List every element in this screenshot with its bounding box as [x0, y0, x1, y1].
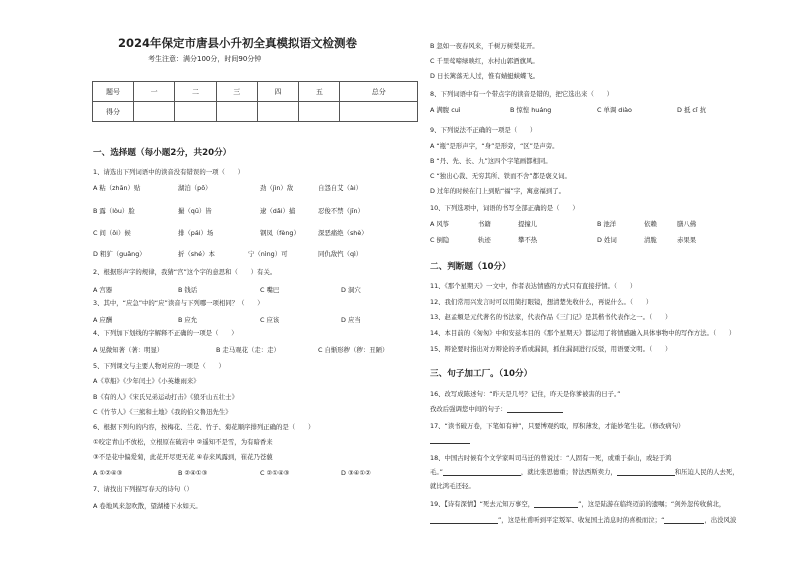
q8-option-a[interactable]: A 满腹 cuì: [430, 106, 461, 114]
q2-option-c[interactable]: C 嘴巴: [260, 286, 280, 294]
score-table-score-row: [93, 102, 418, 122]
q9-option-d[interactable]: D 过年的时候在门上到贴“福”字，寓意福到了。: [430, 187, 565, 195]
q10-option-b[interactable]: B 池洋: [597, 220, 617, 228]
q6-option-d[interactable]: D ③④①②: [341, 469, 371, 477]
q1-option-b-word: 逮（dǎi）捕: [260, 207, 296, 215]
q1-option-c-word: 深恶痛绝（shè）: [318, 229, 368, 237]
q6-poem-line: ①咬定青山不放松，立根原在破岩中 ②遥知不是雪，为有暗香来: [93, 438, 273, 446]
q1-option-d-word: 宁（nìng）可: [248, 250, 288, 258]
q1-option-c[interactable]: C 间（ǒi）候: [93, 229, 131, 237]
q18-text: 和压迫人民的人去死，: [674, 468, 739, 476]
score-header-cell: 五: [299, 82, 340, 102]
score-table: [92, 81, 418, 122]
section-3-title: 三、句子加工厂。（10分）: [430, 369, 533, 379]
q1-option-b-word: 撮（qū）皆: [178, 207, 212, 215]
q1-option-d-word: 折（shé）本: [178, 250, 215, 258]
q10-option-d[interactable]: D 姓词: [597, 236, 617, 244]
exam-note: 考生注意：满分100分，时间90分钟: [148, 55, 262, 63]
judge-item[interactable]: 15、辩论要时指出对方辩论的矛盾或漏洞，抓住漏洞进行反驳，用语要文明。（ ）: [430, 345, 672, 353]
q7-option-c[interactable]: C 千里莺啼绿映红，水村山郭酒旗风。: [430, 57, 539, 65]
score-header-cell: 题号: [93, 82, 134, 102]
q10-stem: 10、下列选项中，词语的书写全部正确的是（ ）: [430, 204, 579, 212]
q10-word: 书籍: [478, 220, 491, 228]
q18-text: ，就比张思德重；替法西斯卖力，: [520, 468, 617, 476]
q19-text: ”，这是杜甫听到平定叛军、收复国土消息时的喜极而泣；“: [498, 516, 665, 524]
q6-poem-line: ③不是花中偏爱菊，此花开尽更无花 ④春来风露到，崔花乃苍藐: [93, 453, 273, 461]
q10-option-a[interactable]: A 风筝: [430, 220, 450, 228]
q8-stem: 8、下列词语中有一个带点字的读音是错的，把它选出来（ ）: [430, 90, 614, 98]
section-2-title: 二、判断题（10分）: [430, 262, 511, 272]
section-1-title: 一、选择题（每小题2分，共20分）: [93, 148, 232, 158]
score-input-cell[interactable]: [340, 102, 418, 122]
q18-blank[interactable]: [617, 468, 675, 476]
q3-option-b[interactable]: B 应允: [178, 316, 198, 324]
q10-word: 提撞儿: [518, 220, 538, 228]
q2-stem: 2、根据形声字的规律，我猜“宫”这个字的意思和（ ）有关。: [93, 268, 277, 276]
q16-stem: 16、改写成陈述句：“昨天是几号？记住，昨天是你爹被害的日子。”: [430, 390, 621, 398]
q16-answer-line: [430, 405, 563, 413]
q1-option-c-word: 排（pái）场: [178, 229, 214, 237]
q5-option-a[interactable]: A《草船》《少年闰土》《小英雄雨来》: [93, 377, 200, 385]
q6-option-a[interactable]: A ①②④③: [93, 469, 123, 477]
judge-item[interactable]: 12、我们常用兴发言时可以用简打眼镜，想清楚先收什么，再说什么。（ ）: [430, 298, 653, 306]
q8-option-b[interactable]: B 惊惶 huáng: [510, 106, 552, 114]
score-header-cell: 二: [175, 82, 216, 102]
q1-option-b-word: 忍俊不禁（jīn）: [318, 207, 364, 215]
q7-stem: 7、请找出下列描写春天的诗句（）: [93, 485, 193, 493]
q1-option-d-word: 同仇敌忾（qì）: [318, 250, 363, 258]
q4-option-a[interactable]: A 见微知著（著：明显）: [93, 346, 164, 354]
q3-stem: 3、其中，“应急”中的“应”读音与下列哪一项相同？（ ）: [93, 299, 264, 307]
q19-line-2: [430, 516, 736, 524]
q10-word: 膳八佛: [677, 220, 697, 228]
q18-blank[interactable]: [443, 468, 521, 476]
q19-line-1: [430, 500, 725, 508]
score-input-cell[interactable]: [175, 102, 216, 122]
q10-word: 攀不热: [518, 236, 538, 244]
q5-stem: 5、下列课文与主要人物对应的一项是（ ）: [93, 362, 225, 370]
q17-stem: 17、“读书破万卷，下笔如有神”，只要博观约取，厚积薄发，才能妙笔生花。（修改病句）: [430, 422, 685, 430]
q10-word: 依赖: [644, 220, 657, 228]
q9-option-a[interactable]: A “瓶”是形声字，“身”是形旁，“区”是声旁。: [430, 142, 559, 150]
score-header-cell: 一: [134, 82, 175, 102]
q7-option-b[interactable]: B 忽如一夜春风来，千树万树梨花开。: [430, 42, 539, 50]
q8-option-d[interactable]: D 抵 cǐ 抗: [677, 106, 707, 114]
judge-item[interactable]: 13、赵孟頫是元代著名的书法家，代表作品《三门记》是其楷书代表作之一。（ ）: [430, 313, 672, 321]
q10-word: 清脆: [644, 236, 657, 244]
q4-stem: 4、下列加下划线的字解释不正确的一项是（ ）: [93, 329, 238, 337]
q19-text: ，出没风波: [704, 516, 737, 524]
q3-option-c[interactable]: C 应该: [260, 316, 280, 324]
score-row-label: 得分: [93, 102, 134, 122]
score-input-cell[interactable]: [216, 102, 257, 122]
q19-blank[interactable]: [534, 500, 578, 508]
q1-stem: 1、请选出下列词语中的读音没有错误的一项（ ）: [93, 168, 245, 176]
q1-option-c-word: 钢凤（fèng）: [260, 229, 300, 237]
q9-option-b[interactable]: B “丹、先、长、九”这四个字笔画都相同。: [430, 157, 552, 165]
q10-word: 赤果果: [677, 236, 697, 244]
judge-item[interactable]: 11、《那个星期天》一文中，作者表达情感的方式只有直接抒情。（ ）: [430, 282, 637, 290]
q5-option-c[interactable]: C《竹节人》《三熊和土地》《我的伯父鲁迅先生》: [93, 408, 232, 416]
q6-stem: 6、根据下列句的内容，按梅花、兰花、竹子、菊花顺序排列正确的是（ ）: [93, 423, 315, 431]
q1-option-a-word: 湖泊（pō）: [178, 184, 212, 192]
q2-option-b[interactable]: B 钱话: [178, 286, 198, 294]
q6-option-b[interactable]: B ②④①③: [178, 469, 208, 477]
q17-answer-blank[interactable]: [430, 436, 470, 444]
q18-text: 毛。”: [430, 468, 443, 476]
q1-option-a-word: 劲（jìn）敌: [260, 184, 294, 192]
q19-blank[interactable]: [664, 516, 704, 524]
q7-option-d[interactable]: D 日长篱落无人过，惟有蜻蜓蛱蝶飞。: [430, 72, 540, 80]
q7-option-a[interactable]: A 卷地风来忽吹散，望湖楼下水如天。: [93, 502, 202, 510]
q1-option-d[interactable]: D 粗犷（guǎng）: [93, 250, 146, 258]
q16-prompt: 孜改后强调您中间的句子：: [430, 405, 507, 413]
judge-item[interactable]: 14、本目前的《匆匆》中和安兹本目的《那个星期天》都运用了将情感融入具体事物中的写作方法。（ ）: [430, 329, 736, 337]
score-header-cell: 三: [216, 82, 257, 102]
score-input-cell[interactable]: [257, 102, 298, 122]
q1-option-a-word: 自怨自艾（ài）: [318, 184, 363, 192]
q18-tail: 就比鸿毛还轻。: [430, 482, 475, 490]
q9-stem: 9、下列说法不正确的一项是（ ）: [430, 126, 537, 134]
q1-option-b[interactable]: B 露（lòu）脸: [93, 207, 135, 215]
q10-word: 轨迹: [478, 236, 491, 244]
q4-option-c[interactable]: C 自惭形秽（秽：丑陋）: [318, 346, 389, 354]
q6-option-c[interactable]: C ②①④③: [260, 469, 290, 477]
q18-stem: 18、中国古时候有个文学家叫司马迁的曾说过：“人固有一死，或重于泰山，或轻于鸿: [430, 454, 672, 462]
q19-text: ”，这是陆游在临终迈前的遗嘱；“剑外忽传收蓟北，: [578, 500, 726, 508]
q2-option-a[interactable]: A 宫器: [93, 286, 113, 294]
q10-option-c[interactable]: C 倒隐: [430, 236, 450, 244]
q9-option-c[interactable]: C “独出心裁、无穷其所、铁而不舍”都是褒义词。: [430, 172, 571, 180]
q19-blank[interactable]: [430, 516, 498, 524]
q16-answer-blank[interactable]: [507, 405, 563, 413]
q8-option-c[interactable]: C 单调 diào: [597, 106, 632, 114]
score-table-header-row: [93, 82, 418, 102]
q4-option-b[interactable]: B 走马观花（走：走）: [216, 346, 280, 354]
exam-title: 2024年保定市唐县小升初全真模拟语文检测卷: [118, 36, 358, 50]
score-input-cell[interactable]: [299, 102, 340, 122]
score-header-cell: 总分: [340, 82, 418, 102]
q1-option-a[interactable]: A 粘（zhān）贴: [93, 184, 141, 192]
q18-line: [430, 468, 739, 476]
score-header-cell: 四: [257, 82, 298, 102]
q3-option-a[interactable]: A 应酬: [93, 316, 113, 324]
q19-text: 19、【诗有深情】“死去元知万事空，: [430, 500, 535, 508]
q17-answer-line: [430, 436, 470, 444]
q5-option-b[interactable]: B《有的人》《宋氏兄弟运动打击》《狼牙山五壮士》: [93, 393, 238, 401]
q3-option-d[interactable]: D 应当: [341, 316, 361, 324]
q2-option-d[interactable]: D 洞穴: [341, 286, 361, 294]
score-input-cell[interactable]: [134, 102, 175, 122]
